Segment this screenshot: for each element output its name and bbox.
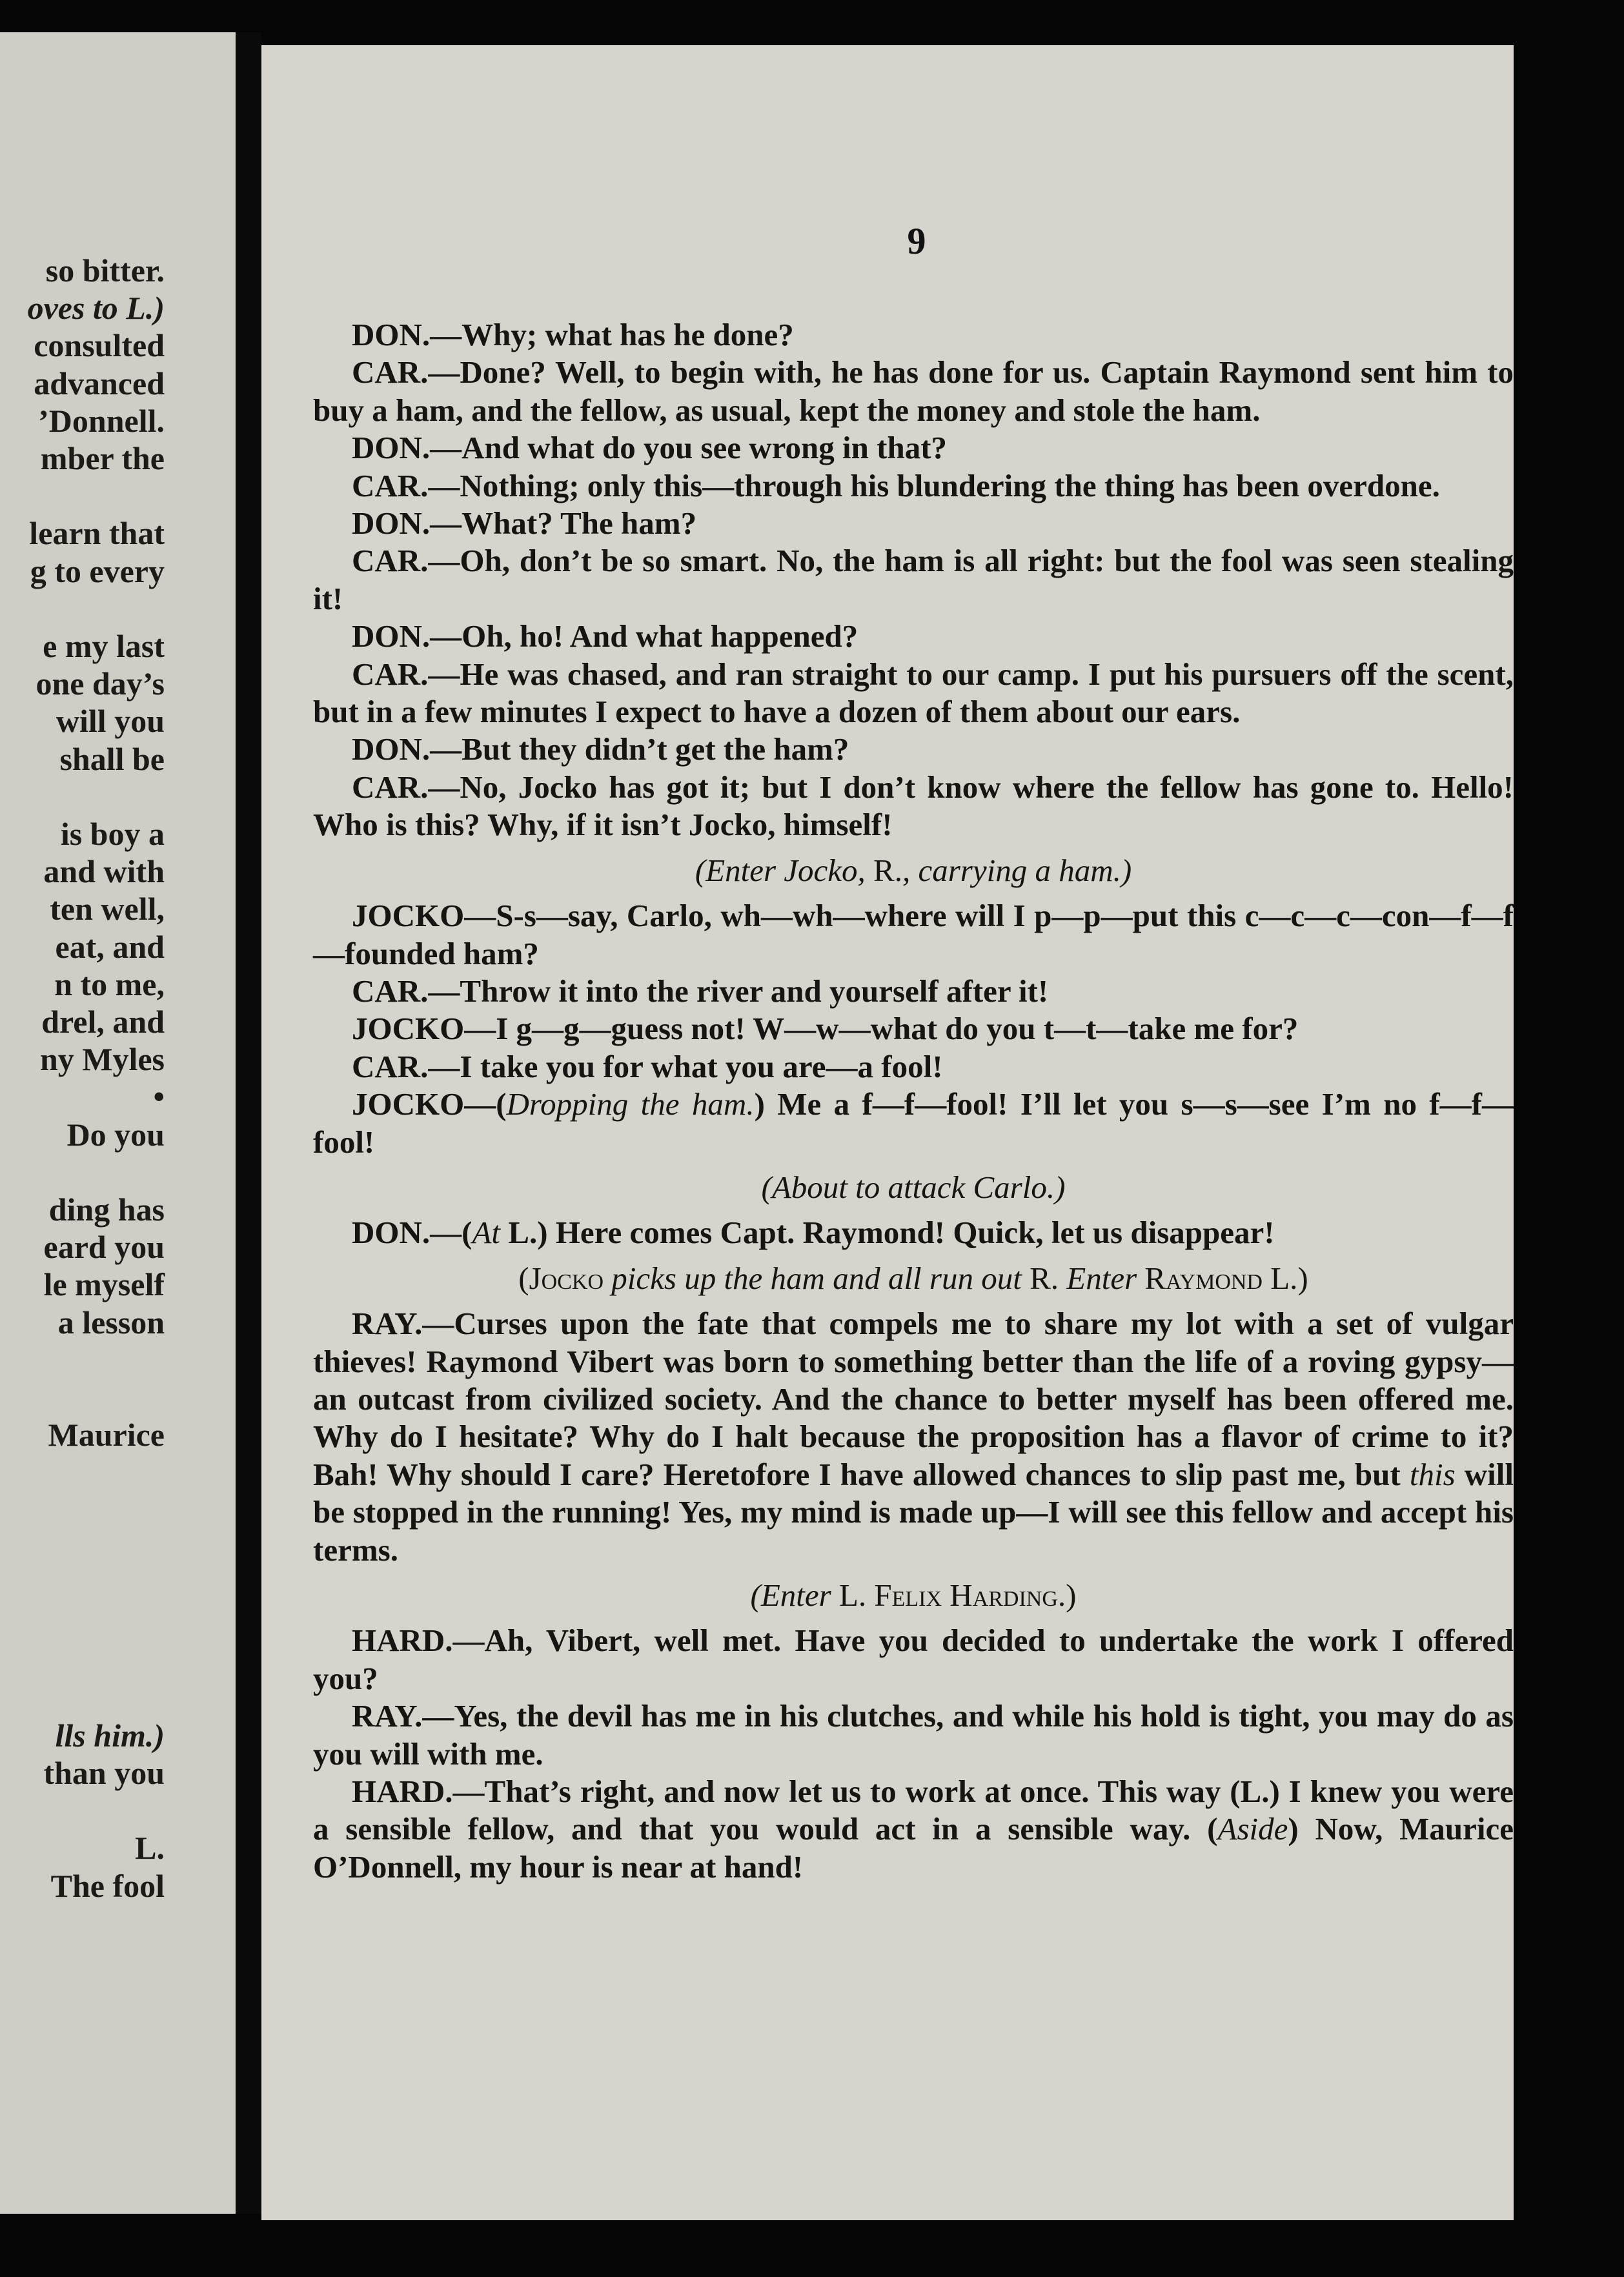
left-column-line: one day’s (36, 665, 165, 702)
left-column-line: eard you (43, 1229, 165, 1266)
line-ray: RAY.—Curses upon the fate that compels me to share my lot with a set of vulgar thieves! Raymond Vibert was born to something better than the life of a roving gypsy—an outcast from civilized society. And the chance to better myself has been offered me. Why do I hesitate? Why do I halt because the proposition has a flavor of crime to it? Bah! Why should I care? Heretofore I have allowed chances to slip past me, but this will be stopped in the running! Yes, my mind is made up—I will see this fellow and accept his terms. (313, 1306, 1514, 1568)
left-column-line: consulted (34, 327, 165, 364)
left-column-line: • (153, 1078, 165, 1115)
line-car: CAR.—I take you for what you are—a fool! (352, 1048, 943, 1084)
left-column-line: ’Donnell. (38, 402, 165, 439)
script-text (313, 316, 1514, 1886)
left-column-line: Maurice (48, 1417, 165, 1453)
left-column-line: g to every (30, 552, 165, 589)
line-don: DON.—(At L.) Here comes Capt. Raymond! Quick, let us disappear! (352, 1215, 1275, 1251)
line-car: CAR.—Done? Well, to begin with, he has done for us. Captain Raymond sent him to buy a ham, and the fellow, as usual, kept the money and stole the ham. (313, 354, 1514, 428)
line-car: CAR.—No, Jocko has got it; but I don’t know where the fellow has gone to. Hello! Who is this? Why, if it isn’t Jocko, himself! (313, 769, 1514, 843)
left-column-line: ten well, (50, 891, 165, 927)
left-column-line: and with (43, 853, 165, 890)
left-column-line: is boy a (60, 816, 165, 852)
left-column-line: drel, and (41, 1004, 165, 1040)
left-column-line: so bitter. (45, 252, 165, 288)
stage-direction-exit: (Jocko picks up the ham and all run out R. Enter Raymond L.) (518, 1260, 1308, 1296)
line-hard: HARD.—That’s right, and now let us to work at once. This way (L.) I knew you were a sensible fellow, and that you would act in a sensible way. (Aside) Now, Maurice O’Donnell, my hour is near at hand! (313, 1774, 1514, 1885)
line-hard: HARD.—Ah, Vibert, well met. Have you decided to undertake the work I offered you? (313, 1623, 1514, 1696)
line-jocko: JOCKO—(Dropping the ham.) Me a f—f—fool! I’ll let you s—s—see I’m no f—f—fool! (313, 1086, 1514, 1160)
left-column-line: e my last (43, 628, 165, 664)
line-car: CAR.—Throw it into the river and yourself after it! (352, 973, 1049, 1009)
left-column-line: ny Myles (39, 1041, 165, 1078)
line-don: DON.—And what do you see wrong in that? (352, 430, 948, 466)
left-column-line: The fool (50, 1867, 165, 1904)
right-page (261, 45, 1514, 2220)
left-column-line: learn that (29, 515, 165, 552)
stage-direction-attack: (About to attack Carlo.) (761, 1169, 1066, 1205)
left-column-line: than you (43, 1755, 165, 1791)
left-column-line: mber the (40, 440, 165, 476)
line-car: CAR.—Oh, don’t be so smart. No, the ham is all right: but the fool was seen stealing it! (313, 543, 1514, 616)
line-ray: RAY.—Yes, the devil has me in his clutches, and while his hold is tight, you may do as you will with me. (313, 1698, 1514, 1772)
left-column-line: le myself (43, 1266, 165, 1303)
left-column-line: eat, and (55, 928, 165, 965)
scan-border-right (1514, 0, 1624, 2277)
page-number: 9 (907, 220, 926, 262)
left-column-line: Do you (66, 1116, 165, 1153)
left-column-line: lls him.) (55, 1717, 165, 1754)
left-column-line: will you (56, 703, 165, 740)
left-page-fragment (0, 32, 236, 2214)
page-gutter (236, 32, 261, 2214)
left-column-line: oves to L.) (27, 290, 165, 327)
line-don: DON.—But they didn’t get the ham? (352, 731, 849, 767)
left-column-line: L. (135, 1830, 165, 1867)
line-don: DON.—Oh, ho! And what happened? (352, 618, 858, 654)
stage-direction-enter-jocko: (Enter Jocko, R., carrying a ham.) (695, 852, 1132, 888)
stage-direction-enter-harding: (Enter L. Felix Harding.) (750, 1577, 1077, 1613)
left-column-line: advanced (34, 365, 165, 401)
left-column-line: a lesson (57, 1304, 165, 1341)
line-don: DON.—Why; what has he done? (352, 317, 794, 352)
left-column-line: shall be (59, 740, 165, 777)
line-jocko: JOCKO—S-s—say, Carlo, wh—wh—where will I p—p—put this c—c—c—con—f—f—founded ham? (313, 898, 1514, 971)
line-car: CAR.—Nothing; only this—through his blundering the thing has been overdone. (352, 467, 1440, 503)
scan-border-bottom (0, 2220, 1624, 2277)
line-jocko: JOCKO—I g—g—guess not! W—w—what do you t—t—take me for? (352, 1011, 1299, 1047)
left-column-line: n to me, (54, 966, 165, 1002)
left-column-line: ding has (48, 1191, 165, 1228)
line-car: CAR.—He was chased, and ran straight to our camp. I put his pursuers off the scent, but in a few minutes I expect to have a dozen of them about our ears. (313, 656, 1514, 730)
line-don: DON.—What? The ham? (352, 505, 697, 541)
